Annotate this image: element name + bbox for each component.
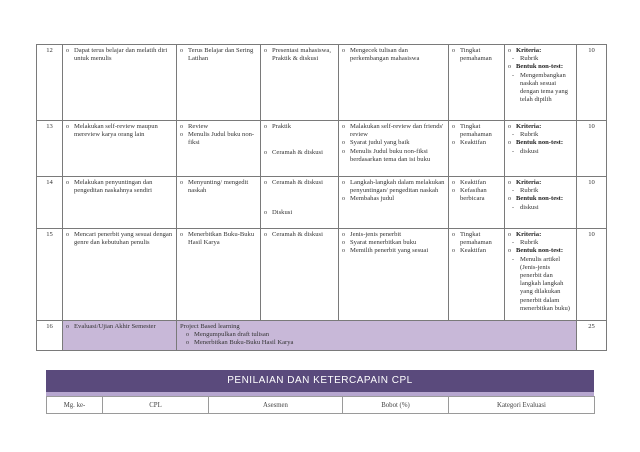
weight: 25 <box>577 321 607 351</box>
method-cell <box>261 229 339 321</box>
cpl-table <box>46 396 595 414</box>
form-item: - diskusi <box>508 148 573 156</box>
ability-cell <box>63 177 177 229</box>
assessment-cell <box>505 177 577 229</box>
indicator-cell <box>449 229 505 321</box>
week-number: 15 <box>37 229 63 321</box>
col-week: Mg. ke- <box>47 397 103 414</box>
weight: 10 <box>577 177 607 229</box>
material-item: o Menyunting/ mengedit naskah <box>180 179 257 195</box>
evaluation-item: o Mengumpulkan draft tulisan <box>186 331 573 339</box>
criteria-item: - Rubrik <box>508 239 573 247</box>
material-cell <box>177 45 261 121</box>
week-row <box>37 177 607 229</box>
material-item: o Menulis Judul buku non-fiksi <box>180 131 257 147</box>
experience-item: o Membahas judul <box>342 195 445 203</box>
section-title: PENILAIAN DAN KETERCAPAIN CPL <box>46 370 594 392</box>
ability-item: o Melakukan penyuntingan dan pengeditan naskahnya sendiri <box>66 179 173 195</box>
form-label: Bentuk non-test: <box>516 195 564 203</box>
week-number: 13 <box>37 121 63 177</box>
criteria-item: - Rubrik <box>508 131 573 139</box>
rps-table <box>36 44 607 351</box>
ability-item: o Dapat terus belajar dan melatih diri untuk menulis <box>66 47 173 63</box>
week-row <box>37 45 607 121</box>
material-item: o Review <box>180 123 257 131</box>
evaluation-activity <box>177 321 577 351</box>
week-row <box>37 121 607 177</box>
form-item: - diskusi <box>508 204 573 212</box>
weight: 10 <box>577 45 607 121</box>
indicator-item: o Kefasihan berbicara <box>452 187 501 203</box>
experience-item: o Malakukan self-review dan friends' review <box>342 123 445 139</box>
method-item: o Praktik <box>264 123 335 131</box>
criteria-label: Kriteria: <box>516 47 542 54</box>
week-row <box>37 229 607 321</box>
form-item: - Mengembangkan naskah sesuai dengan tema yang telah dipilih <box>508 72 573 105</box>
assessment-cell <box>505 121 577 177</box>
week-number: 12 <box>37 45 63 121</box>
ability-item: o Melakukan self-review maupun mereview karya orang lain <box>66 123 173 139</box>
experience-item: o Mengecek tulisan dan perkembangan mahasiswa <box>342 47 445 63</box>
method-item: o Ceramah & diskusi <box>264 179 335 187</box>
experience-cell <box>339 45 449 121</box>
method-cell <box>261 177 339 229</box>
evaluation-title: Project Based learning <box>180 323 240 330</box>
indicator-item: o Tingkat pemahaman <box>452 123 501 139</box>
ability-item: o Mencari penerbit yang sesuai dengan genre dan kebutuhan penulis <box>66 231 173 247</box>
method-item: o Ceramah & diskusi <box>264 149 335 157</box>
criteria-item: - Rubrik <box>508 55 573 63</box>
evaluation-row <box>37 321 607 351</box>
experience-cell <box>339 229 449 321</box>
assessment-cell <box>505 45 577 121</box>
indicator-item: o Keaktifan <box>452 139 501 147</box>
experience-item: o Syarat menerbitkan buku <box>342 239 445 247</box>
material-cell <box>177 229 261 321</box>
criteria-label: Kriteria: <box>516 123 542 130</box>
form-label: Bentuk non-test: <box>516 247 564 255</box>
experience-cell <box>339 177 449 229</box>
experience-cell <box>339 121 449 177</box>
experience-item: o Langkah-langkah dalam melakukan penyuntingan/ pengeditan naskah <box>342 179 445 195</box>
indicator-cell <box>449 45 505 121</box>
weight: 10 <box>577 229 607 321</box>
experience-item: o Jenis-jenis penerbit <box>342 231 445 239</box>
method-cell <box>261 121 339 177</box>
material-item: o Terus Belajar dan Sering Latihan <box>180 47 257 63</box>
indicator-item: o Keaktifan <box>452 247 501 255</box>
week-number: 14 <box>37 177 63 229</box>
col-asesmen: Asesmen <box>209 397 343 414</box>
material-cell <box>177 177 261 229</box>
evaluation-ability: o Evaluasi/Ujian Akhir Semester <box>63 321 177 351</box>
method-item: o Ceramah & diskusi <box>264 231 335 239</box>
experience-item: o Menulis Judul buku non-fiksi berdasarkan tema dan isi buku <box>342 148 445 164</box>
method-item: o Diskusi <box>264 209 335 217</box>
criteria-label: Kriteria: <box>516 179 542 186</box>
form-label: Bentuk non-test: <box>516 63 564 71</box>
weight: 10 <box>577 121 607 177</box>
experience-item: o Memilih penerbit yang sesuai <box>342 247 445 255</box>
indicator-item: o Tingkat pemahaman <box>452 47 501 63</box>
col-bobot: Bobot (%) <box>343 397 449 414</box>
method-cell <box>261 45 339 121</box>
indicator-item: o Keaktifan <box>452 179 501 187</box>
assessment-cell <box>505 229 577 321</box>
ability-cell <box>63 229 177 321</box>
form-label: Bentuk non-test: <box>516 139 564 147</box>
evaluation-item: o Menerbitkan Buku-Buku Hasil Karya <box>186 339 573 347</box>
form-item: - Menulis artikel (Jenis-jenis penerbit dan langkah langkah yang dilakukan penerbit dalam menerbitkan buku) <box>508 256 573 313</box>
cpl-section <box>46 370 594 414</box>
experience-item: o Syarat judul yang baik <box>342 139 445 147</box>
col-cpl: CPL <box>103 397 209 414</box>
material-cell <box>177 121 261 177</box>
indicator-cell <box>449 121 505 177</box>
criteria-label: Kriteria: <box>516 231 542 238</box>
ability-cell <box>63 121 177 177</box>
criteria-item: - Rubrik <box>508 187 573 195</box>
col-kategori: Kategori Evaluasi <box>449 397 595 414</box>
week-number: 16 <box>37 321 63 351</box>
cpl-header-row <box>47 397 595 414</box>
method-item: o Presentasi mahasiswa, Praktik & diskusi <box>264 47 335 63</box>
material-item: o Menerbitkan Buku-Buku Hasil Karya <box>180 231 257 247</box>
ability-cell <box>63 45 177 121</box>
indicator-cell <box>449 177 505 229</box>
indicator-item: o Tingkat pemahaman <box>452 231 501 247</box>
